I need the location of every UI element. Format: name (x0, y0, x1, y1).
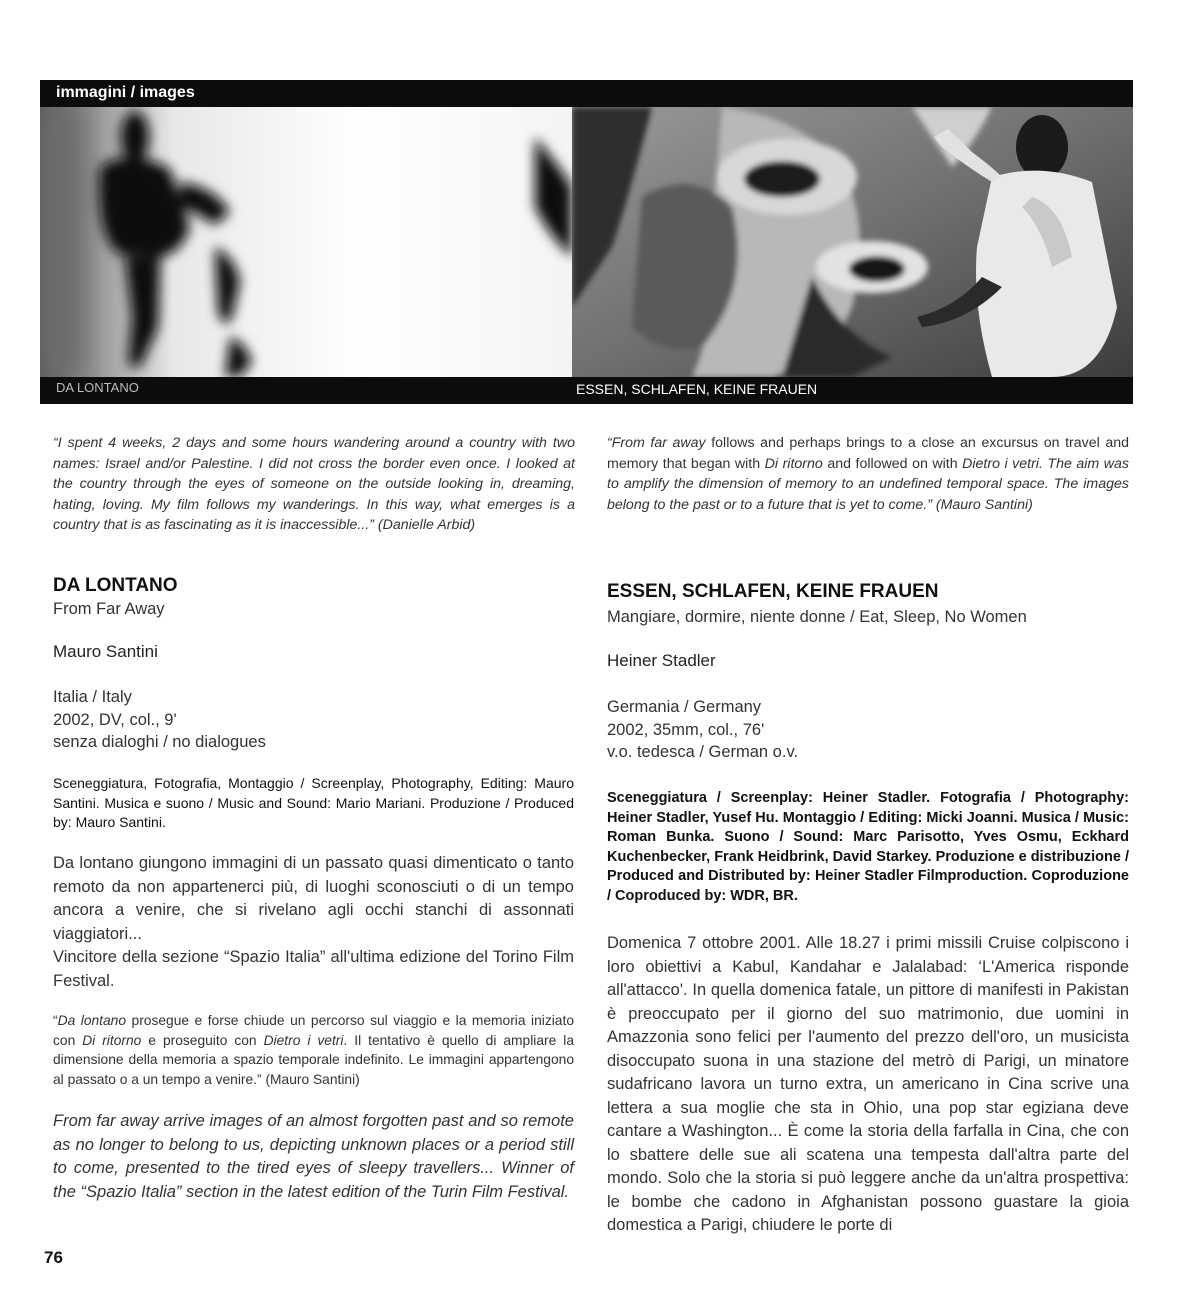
film-format: 2002, 35mm, col., 76' (607, 720, 765, 739)
film-synopsis-english: From far away arrive images of an almost forgotten past and so remote as no longer to belong to us, depicting unknown places or a period still to come, presented to the tired eyes of sleepy travellers... Winner of the “Spazio Italia” section in the latest edition of the Turin Film Festival. (53, 1112, 574, 1201)
quote-mauro-santini: “From far away follows and perhaps brings to a close an excursus on travel and memory that began with Di ritorno and followed on with Dietro i vetri. The aim was to amplify the dimension of memory to an undefined temporal space. The images belong to the past or to a future that is yet to come.” (Mauro Santini) (607, 435, 1129, 513)
film-subtitle: Mangiare, dormire, niente donne / Eat, Sleep, No Women (607, 608, 1027, 626)
quote-danielle-arbid: “I spent 4 weeks, 2 days and some hours wandering around a country with two names: Israel and/or Palestine. I did not cross the border even once. I looked at the country through the eyes of someone on the outside looking in, dreaming, hating, loving. My film follows my wanderings. In this way, what emerges is a country that is as fascinating as it is inaccessible...” (Danielle Arbid) (53, 435, 575, 533)
film-country: Germania / Germany (607, 698, 762, 716)
film-credits: Sceneggiatura / Screenplay: Heiner Stadler. Fotografia / Photography: Heiner Stadler, Yusef Hu. Montaggio / Editing: Micki Joanni. Musica / Music: Roman Bunka. Suono / Sound: Marc Parisotto, Yves Osmu, Eckhard Kuchenbecker, Frank Heidbrink, David Starkey. Produzione e distribuzione / Produced and Distributed by: Heiner Stadler Filmproduction. Coproduzione / Coproduced by: WDR, BR. (607, 790, 1129, 904)
film-title: DA LONTANO (53, 575, 178, 596)
film-language: senza dialoghi / no dialogues (53, 733, 266, 751)
film-synopsis (53, 852, 574, 993)
film-still-da-lontano (40, 107, 572, 377)
film-director: Mauro Santini (53, 642, 158, 661)
film-still-essen-schlafen (572, 107, 1133, 377)
film-director-quote: “Da lontano prosegue e forse chiude un percorso sul viaggio e la memoria iniziato con Di ritorno e proseguito con Dietro i vetri. Il tentativo è quello di ampliare la dimensione della memoria a spazio temporale indefinito. Le immagini appartengono al passato o a un tempo a venire.” (Mauro Santini) (53, 1013, 574, 1087)
film-info (607, 696, 1129, 764)
film-credits: Sceneggiatura, Fotografia, Montaggio / Screenplay, Photography, Editing: Mauro Santini. Musica e suono / Music and Sound: Mario Mariani. Produzione / Produced by: Mauro Santini. (53, 775, 574, 830)
section-label: immagini / images (56, 84, 195, 101)
page-number: 76 (44, 1248, 63, 1267)
synopsis-paragraph: Da lontano giungono immagini di un passato quasi dimenticato o tanto remoto da non appartenerci più, di luoghi sconosciuti o di un tempo ancora a venire, che si rivelano agli occhi stanchi di assonnati viaggiatori... (53, 854, 574, 943)
synopsis-award: Vincitore della sezione “Spazio Italia” all'ultima edizione del Torino Film Festival. (53, 948, 574, 990)
film-director: Heiner Stadler (607, 651, 716, 670)
film-language: v.o. tedesca / German o.v. (607, 743, 799, 761)
film-title: ESSEN, SCHLAFEN, KEINE FRAUEN (607, 581, 939, 602)
film-synopsis: Domenica 7 ottobre 2001. Alle 18.27 i primi missili Cruise colpiscono i loro obiettivi a Kabul, Kandahar e Jalalabad: ‘L'America risponde all'attacco'. In quella domenica fatale, un pittore di manifesti in Pakistan è preoccupato per il giorno del suo matrimonio, due uomini in Amazzonia sono felici per l'aumento del prezzo dell'oro, un musicista disoccupato suona in una stazione del metrò di Parigi, un minatore sudafricano lavora un turno extra, un americano in Cina scrive una lettera a sua moglie che sta in Ohio, una pop star egiziana deve cantare a Washington... È come la storia della farfalla in Cina, che con lo sbattere delle sue ali scatena una tempesta dall'altra parte del mondo. Solo che la storia si può leggere anche da un'altra prospettiva: le bombe che cadono in Afghanistan possono guastare la gioia domestica a Parigi, chiudere le porte di (607, 934, 1129, 1234)
images-band (40, 80, 1133, 404)
film-format: 2002, DV, col., 9' (53, 710, 177, 729)
caption-da-lontano: DA LONTANO (56, 380, 139, 395)
caption-essen-schlafen: ESSEN, SCHLAFEN, KEINE FRAUEN (576, 381, 818, 397)
film-subtitle: From Far Away (53, 600, 165, 618)
film-info (53, 686, 573, 754)
film-country: Italia / Italy (53, 688, 132, 706)
